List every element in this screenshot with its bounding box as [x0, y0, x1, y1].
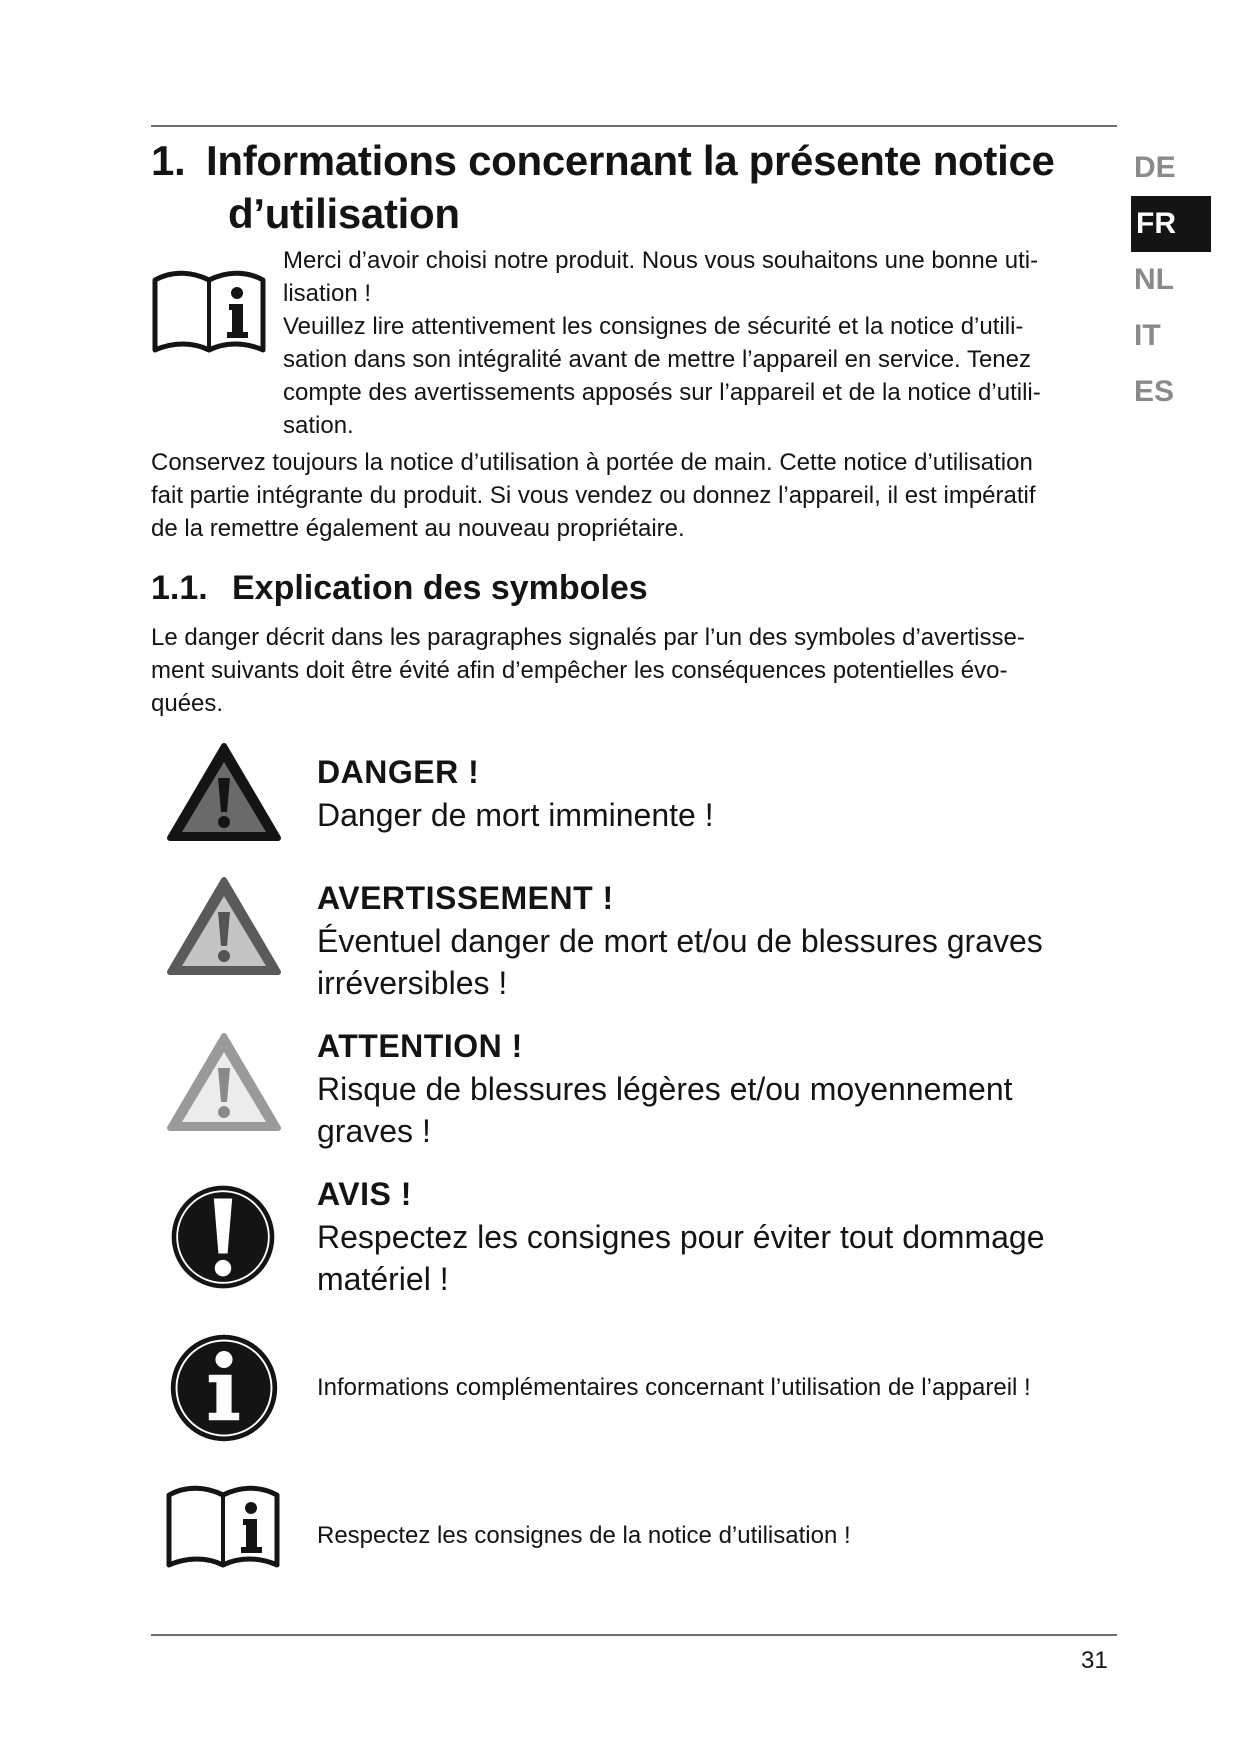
section-title-line-1: Informations concernant la présente notice — [206, 137, 1055, 184]
subsection-title: Explication des symboles — [232, 569, 648, 607]
symbol-description: matériel ! — [317, 1261, 449, 1297]
section-title-line-2: d’utilisation — [228, 190, 460, 237]
intro-line: Merci d’avoir choisi notre produit. Nous vous souhaitons une bonne uti- — [283, 247, 1039, 274]
page-number: 31 — [1081, 1647, 1108, 1674]
language-tabs — [1131, 140, 1211, 420]
section-heading-1 — [151, 134, 1055, 240]
intro-line: sation dans son intégralité avant de mettre l’appareil en service. Tenez — [283, 346, 1031, 373]
symbol-title: DANGER ! — [317, 754, 480, 790]
symbol-description: irréversibles ! — [317, 965, 508, 1001]
symbol-title: AVERTISSEMENT ! — [317, 880, 614, 916]
manual-info-book-icon — [151, 266, 267, 354]
symbol-description: Informations complémentaires concernant l’utilisation de l’appareil ! — [317, 1374, 1031, 1401]
warning-triangle-light-icon — [164, 1028, 284, 1138]
language-tab-nl[interactable]: NL — [1134, 263, 1174, 296]
language-tab-de[interactable]: DE — [1134, 151, 1176, 184]
paragraph-line: ment suivants doit être évité afin d’empêcher les conséquences potentielles évo- — [151, 657, 1008, 684]
keep-manual-paragraph — [151, 446, 1117, 545]
symbol-description: Respectez les consignes pour éviter tout dommage — [317, 1219, 1045, 1255]
bottom-rule — [151, 1634, 1117, 1636]
intro-line: sation. — [283, 412, 354, 439]
section-number: 1. — [151, 137, 186, 184]
paragraph-line: Conservez toujours la notice d’utilisation à portée de main. Cette notice d’utilisation — [151, 449, 1033, 476]
symbol-description: Respectez les consignes de la notice d’utilisation ! — [317, 1522, 851, 1549]
top-rule — [151, 125, 1117, 127]
info-circle-icon — [167, 1331, 281, 1445]
paragraph-line: Le danger décrit dans les paragraphes signalés par l’un des symboles d’avertisse- — [151, 624, 1025, 651]
symbol-description: graves ! — [317, 1113, 431, 1149]
language-tab-it[interactable]: IT — [1134, 319, 1161, 352]
symbol-description: Danger de mort imminente ! — [317, 797, 714, 833]
subsection-number: 1.1. — [151, 569, 208, 607]
intro-line: lisation ! — [283, 280, 372, 307]
symbol-description: Éventuel danger de mort et/ou de blessures graves — [317, 923, 1043, 959]
language-tab-es[interactable]: ES — [1134, 375, 1175, 408]
intro-line: Veuillez lire attentivement les consignes de sécurité et la notice d’utili- — [283, 313, 1024, 340]
intro-line: compte des avertissements apposés sur l’appareil et de la notice d’utili- — [283, 379, 1041, 406]
warning-triangle-dark-icon — [164, 738, 284, 848]
manual-info-book-icon — [165, 1481, 281, 1569]
paragraph-line: de la remettre également au nouveau propriétaire. — [151, 515, 685, 542]
symbol-title: AVIS ! — [317, 1176, 412, 1212]
paragraph-line: quées. — [151, 690, 224, 717]
intro-block — [151, 244, 1117, 442]
symbols-intro-paragraph — [151, 621, 1117, 720]
symbol-description: Risque de blessures légères et/ou moyennement — [317, 1071, 1013, 1107]
exclamation-circle-icon — [163, 1182, 283, 1292]
section-heading-1-1 — [151, 566, 648, 610]
language-tab-fr[interactable]: FR — [1131, 196, 1211, 252]
warning-triangle-medium-icon — [164, 872, 284, 982]
paragraph-line: fait partie intégrante du produit. Si vous vendez ou donnez l’appareil, il est impératif — [151, 482, 1036, 509]
symbol-title: ATTENTION ! — [317, 1028, 523, 1064]
